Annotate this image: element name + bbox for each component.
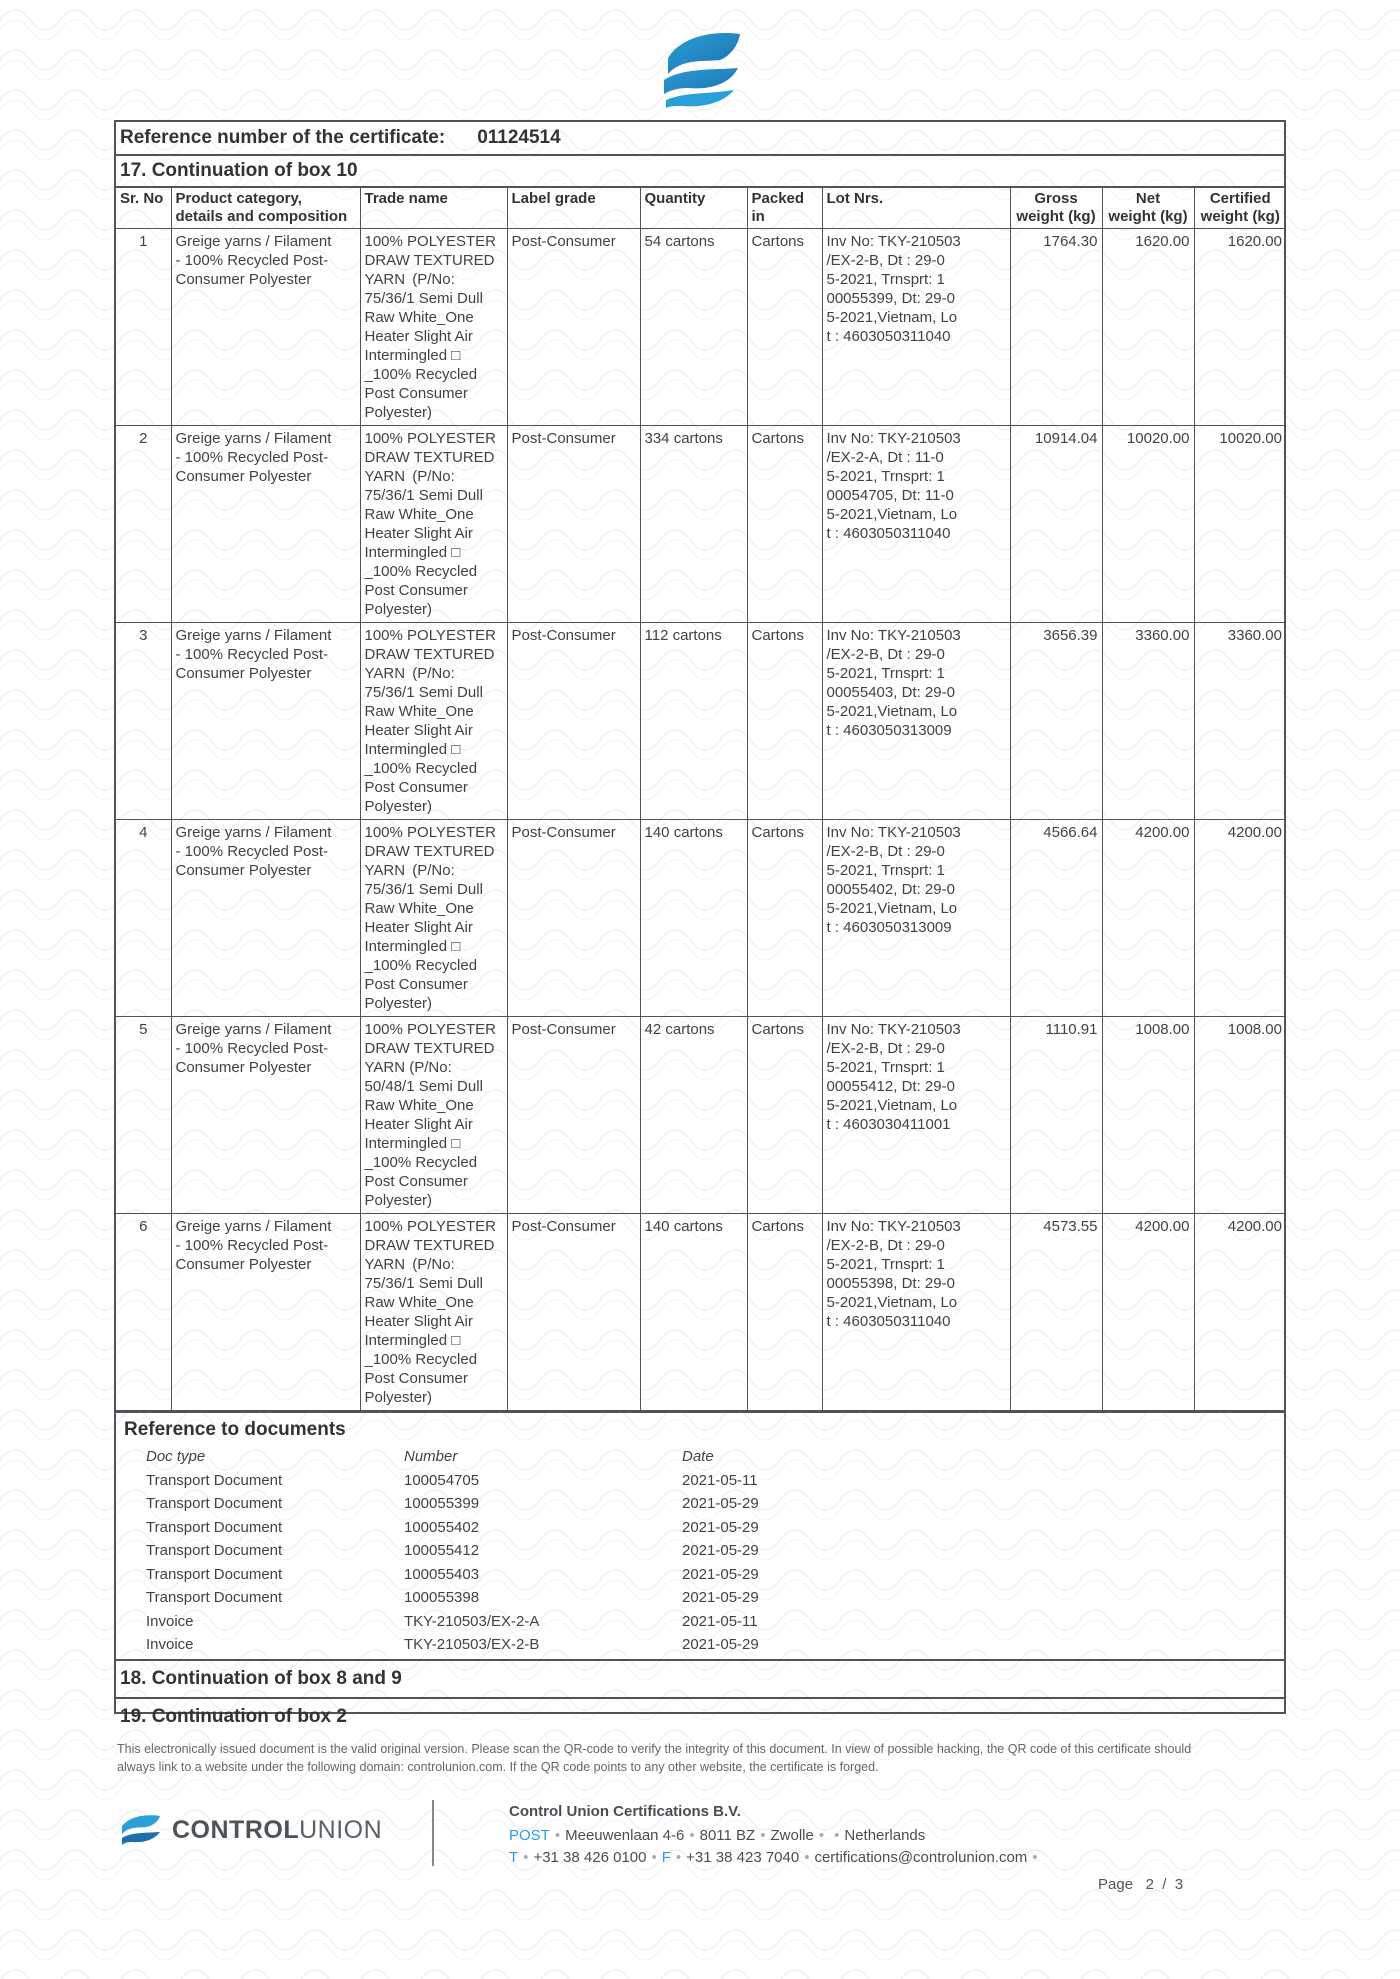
cell-quantity: 42 cartons	[640, 1017, 747, 1214]
table-header-row	[116, 188, 1286, 229]
street: Meeuwenlaan 4-6	[565, 1827, 685, 1844]
cell-certified-weight: 1620.00	[1194, 229, 1286, 426]
col-header-lot: Lot Nrs.	[822, 188, 1010, 229]
doc-number: 100054705	[404, 1471, 480, 1489]
cell-net-weight: 4200.00	[1102, 1214, 1194, 1411]
cell-gross-weight: 1764.30	[1010, 229, 1102, 426]
cell-gross-weight: 4573.55	[1010, 1214, 1102, 1411]
doc-date: 2021-05-29	[682, 1495, 759, 1513]
doc-date: 2021-05-29	[682, 1565, 759, 1583]
cell-net-weight: 4200.00	[1102, 820, 1194, 1017]
col-header-net: Net weight (kg)	[1102, 188, 1194, 229]
cell-trade-name: 100% POLYESTER DRAW TEXTURED YARN (P/No: 75/36/1 Semi Dull Raw White_One Heater Slight Air Intermingled □ _100% Recycled Post Consumer Polyester)	[360, 820, 507, 1017]
cell-product: Greige yarns / Filament - 100% Recycled Post- Consumer Polyester	[171, 426, 360, 623]
col-header-certified: Certified weight (kg)	[1194, 188, 1286, 229]
doc-type: Transport Document	[146, 1518, 283, 1536]
cell-product: Greige yarns / Filament - 100% Recycled Post- Consumer Polyester	[171, 229, 360, 426]
company-phone-line: T • +31 38 426 0100 • F • +31 38 423 7040 • certifications@controlunion.com •	[509, 1849, 1038, 1866]
col-header-label: Label grade	[507, 188, 640, 229]
cell-lot-numbers: Inv No: TKY-210503 /EX-2-B, Dt : 29-0 5-2021, Trnsprt: 1 00055398, Dt: 29-0 5-2021,Vietnam, Lo t : 4603050311040	[822, 1214, 1010, 1411]
cell-srno: 5	[116, 1017, 171, 1214]
list-item	[146, 1633, 1284, 1657]
cell-product: Greige yarns / Filament - 100% Recycled Post- Consumer Polyester	[171, 1214, 360, 1411]
table-row	[116, 229, 1286, 426]
cell-certified-weight: 1008.00	[1194, 1017, 1286, 1214]
table-row	[116, 820, 1286, 1017]
doc-type: Transport Document	[146, 1542, 283, 1560]
cell-quantity: 54 cartons	[640, 229, 747, 426]
reference-label: Reference number of the certificate:	[120, 127, 446, 148]
cell-lot-numbers: Inv No: TKY-210503 /EX-2-B, Dt : 29-0 5-2021, Trnsprt: 1 00055399, Dt: 29-0 5-2021,Vietnam, Lo t : 4603050311040	[822, 229, 1010, 426]
cell-lot-numbers: Inv No: TKY-210503 /EX-2-B, Dt : 29-0 5-2021, Trnsprt: 1 00055402, Dt: 29-0 5-2021,Vietnam, Lo t : 4603050313009	[822, 820, 1010, 1017]
col-header-gross: Gross weight (kg)	[1010, 188, 1102, 229]
box19-title: 19. Continuation of box 2	[116, 1697, 1284, 1735]
doc-header-number: Number	[404, 1448, 458, 1466]
cell-quantity: 140 cartons	[640, 1214, 747, 1411]
cell-gross-weight: 1110.91	[1010, 1017, 1102, 1214]
table-row	[116, 426, 1286, 623]
col-header-srno: Sr. No	[116, 188, 171, 229]
cell-label-grade: Post-Consumer	[507, 426, 640, 623]
cell-label-grade: Post-Consumer	[507, 1017, 640, 1214]
cell-trade-name: 100% POLYESTER DRAW TEXTURED YARN (P/No: 50/48/1 Semi Dull Raw White_One Heater Slight Air Intermingled □ _100% Recycled Post Consumer Polyester)	[360, 1017, 507, 1214]
cell-packed-in: Cartons	[747, 1214, 822, 1411]
doc-number: TKY-210503/EX-2-A	[404, 1612, 540, 1630]
footer-logo	[120, 1812, 382, 1848]
doc-number: TKY-210503/EX-2-B	[404, 1636, 540, 1654]
cell-trade-name: 100% POLYESTER DRAW TEXTURED YARN (P/No: 75/36/1 Semi Dull Raw White_One Heater Slight Air Intermingled □ _100% Recycled Post Consumer Polyester)	[360, 1214, 507, 1411]
footer-divider	[432, 1800, 434, 1866]
col-header-quantity: Quantity	[640, 188, 747, 229]
cell-quantity: 334 cartons	[640, 426, 747, 623]
certificate-frame	[114, 120, 1286, 1727]
cell-gross-weight: 10914.04	[1010, 426, 1102, 623]
doc-date: 2021-05-11	[682, 1471, 758, 1489]
col-header-trade: Trade name	[360, 188, 507, 229]
cell-certified-weight: 4200.00	[1194, 1214, 1286, 1411]
verification-disclaimer: This electronically issued document is the valid original version. Please scan the QR-code to verify the integrity of this document. In view of possible hacking, the QR code of this certificate should always link to a website under the following domain: controlunion.com. If the QR code points to any other website, the certificate is forged.	[117, 1742, 1192, 1774]
cell-packed-in: Cartons	[747, 1017, 822, 1214]
certificate-reference-row	[116, 122, 1284, 156]
doc-header-type: Doc type	[146, 1448, 206, 1466]
cell-certified-weight: 10020.00	[1194, 426, 1286, 623]
doc-type: Transport Document	[146, 1495, 283, 1513]
postcode: 8011 BZ	[699, 1827, 756, 1844]
cell-certified-weight: 4200.00	[1194, 820, 1286, 1017]
email-link[interactable]: certifications@controlunion.com	[814, 1849, 1028, 1866]
cell-label-grade: Post-Consumer	[507, 229, 640, 426]
company-contact-block	[509, 1801, 1043, 1869]
doc-type: Transport Document	[146, 1565, 283, 1583]
cell-label-grade: Post-Consumer	[507, 820, 640, 1017]
box17-title: 17. Continuation of box 10	[116, 156, 1284, 188]
fax-label: F	[661, 1849, 671, 1866]
reference-number: 01124514	[477, 127, 561, 148]
cell-product: Greige yarns / Filament - 100% Recycled Post- Consumer Polyester	[171, 623, 360, 820]
reference-documents-list	[146, 1445, 1284, 1657]
list-item	[146, 1539, 1284, 1563]
cell-net-weight: 1008.00	[1102, 1017, 1194, 1214]
table-row	[116, 1214, 1286, 1411]
country: Netherlands	[844, 1827, 926, 1844]
col-header-product: Product category, details and composition	[171, 188, 360, 229]
cell-gross-weight: 4566.64	[1010, 820, 1102, 1017]
box18-title: 18. Continuation of box 8 and 9	[116, 1659, 1284, 1697]
cell-label-grade: Post-Consumer	[507, 623, 640, 820]
cell-packed-in: Cartons	[747, 820, 822, 1017]
doc-date: 2021-05-29	[682, 1518, 759, 1536]
cell-srno: 1	[116, 229, 171, 426]
doc-header-date: Date	[682, 1448, 714, 1466]
col-header-packed: Packed in	[747, 188, 822, 229]
cell-product: Greige yarns / Filament - 100% Recycled Post- Consumer Polyester	[171, 1017, 360, 1214]
doc-list-header	[146, 1445, 1284, 1469]
cell-label-grade: Post-Consumer	[507, 1214, 640, 1411]
doc-number: 100055399	[404, 1495, 480, 1513]
fax: +31 38 423 7040	[686, 1849, 800, 1866]
tel-label: T	[509, 1849, 519, 1866]
cell-lot-numbers: Inv No: TKY-210503 /EX-2-A, Dt : 11-0 5-2021, Trnsprt: 1 00054705, Dt: 11-0 5-2021,Vietnam, Lo t : 4603050311040	[822, 426, 1010, 623]
cell-srno: 6	[116, 1214, 171, 1411]
list-item	[146, 1563, 1284, 1587]
page-indicator: Page 2 / 3	[1098, 1876, 1184, 1893]
doc-date: 2021-05-29	[682, 1589, 759, 1607]
products-table-body	[116, 229, 1286, 1411]
list-item	[146, 1516, 1284, 1540]
cell-trade-name: 100% POLYESTER DRAW TEXTURED YARN (P/No: 75/36/1 Semi Dull Raw White_One Heater Slight Air Intermingled □ _100% Recycled Post Consumer Polyester)	[360, 623, 507, 820]
doc-number: 100055402	[404, 1518, 480, 1536]
products-table	[116, 188, 1286, 1411]
doc-date: 2021-05-29	[682, 1636, 759, 1654]
post-label: POST	[509, 1827, 550, 1844]
doc-type: Invoice	[146, 1636, 194, 1654]
cell-packed-in: Cartons	[747, 426, 822, 623]
cell-gross-weight: 3656.39	[1010, 623, 1102, 820]
doc-number: 100055403	[404, 1565, 480, 1583]
table-row	[116, 623, 1286, 820]
cell-net-weight: 1620.00	[1102, 229, 1194, 426]
list-item	[146, 1610, 1284, 1634]
doc-type: Transport Document	[146, 1471, 283, 1489]
cell-srno: 2	[116, 426, 171, 623]
cell-net-weight: 3360.00	[1102, 623, 1194, 820]
telephone: +31 38 426 0100	[533, 1849, 647, 1866]
list-item	[146, 1492, 1284, 1516]
list-item	[146, 1469, 1284, 1493]
cell-trade-name: 100% POLYESTER DRAW TEXTURED YARN (P/No: 75/36/1 Semi Dull Raw White_One Heater Slight Air Intermingled □ _100% Recycled Post Consumer Polyester)	[360, 229, 507, 426]
cell-srno: 4	[116, 820, 171, 1017]
doc-number: 100055412	[404, 1542, 480, 1560]
cell-product: Greige yarns / Filament - 100% Recycled Post- Consumer Polyester	[171, 820, 360, 1017]
footer-logo-wordmark: CONTROLUNION	[172, 1815, 383, 1844]
company-address: POST • Meeuwenlaan 4-6 • 8011 BZ • Zwolle • • Netherlands	[509, 1827, 926, 1844]
doc-date: 2021-05-11	[682, 1612, 758, 1630]
table-row	[116, 1017, 1286, 1214]
company-name: Control Union Certifications B.V.	[509, 1803, 741, 1820]
cell-packed-in: Cartons	[747, 229, 822, 426]
doc-type: Invoice	[146, 1612, 194, 1630]
cell-trade-name: 100% POLYESTER DRAW TEXTURED YARN (P/No: 75/36/1 Semi Dull Raw White_One Heater Slight Air Intermingled □ _100% Recycled Post Consumer Polyester)	[360, 426, 507, 623]
reference-documents-section	[116, 1411, 1284, 1659]
cell-srno: 3	[116, 623, 171, 820]
doc-date: 2021-05-29	[682, 1542, 759, 1560]
reference-documents-title: Reference to documents	[124, 1419, 346, 1440]
cell-certified-weight: 3360.00	[1194, 623, 1286, 820]
control-union-small-logo-icon	[120, 1812, 162, 1848]
cell-lot-numbers: Inv No: TKY-210503 /EX-2-B, Dt : 29-0 5-2021, Trnsprt: 1 00055403, Dt: 29-0 5-2021,Vietnam, Lo t : 4603050313009	[822, 623, 1010, 820]
cell-net-weight: 10020.00	[1102, 426, 1194, 623]
cell-quantity: 140 cartons	[640, 820, 747, 1017]
doc-number: 100055398	[404, 1589, 480, 1607]
list-item	[146, 1586, 1284, 1610]
doc-type: Transport Document	[146, 1589, 283, 1607]
cell-lot-numbers: Inv No: TKY-210503 /EX-2-B, Dt : 29-0 5-2021, Trnsprt: 1 00055412, Dt: 29-0 5-2021,Vietnam, Lo t : 4603030411001	[822, 1017, 1010, 1214]
city: Zwolle	[770, 1827, 814, 1844]
cell-packed-in: Cartons	[747, 623, 822, 820]
cell-quantity: 112 cartons	[640, 623, 747, 820]
control-union-wave-logo	[660, 28, 744, 110]
